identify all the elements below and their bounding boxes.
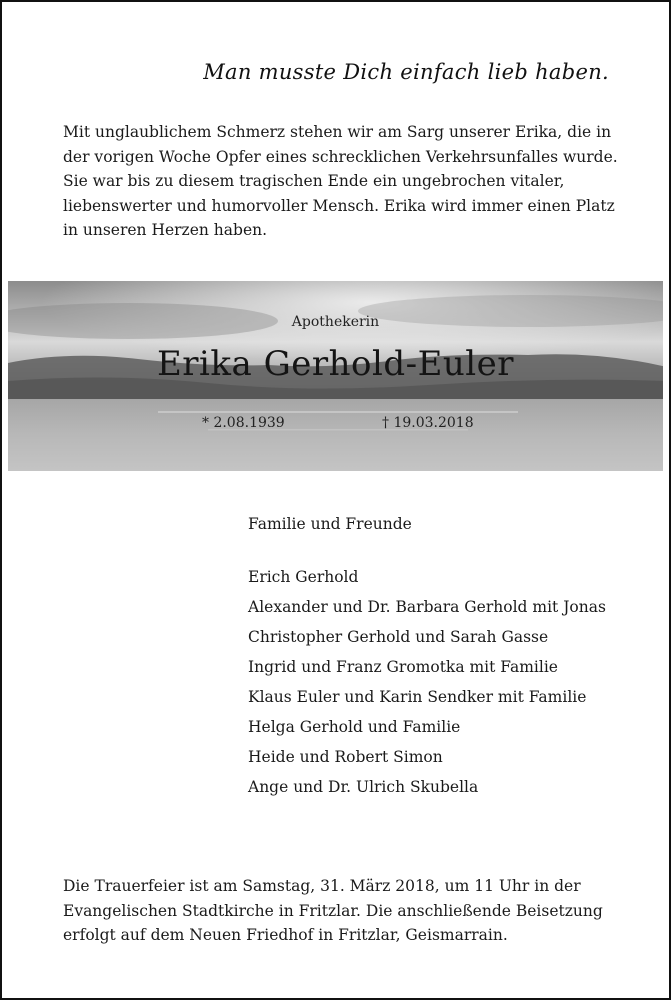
intro-line: in unseren Herzen haben. xyxy=(63,221,268,239)
intro-text xyxy=(63,120,623,243)
death-date: † 19.03.2018 xyxy=(382,415,474,431)
mourner-name: Ingrid und Franz Gromotka mit Familie xyxy=(248,658,558,676)
mourner-name: Christopher Gerhold und Sarah Gasse xyxy=(248,628,549,646)
mourner-name: Klaus Euler und Karin Sendker mit Familie xyxy=(248,688,587,706)
intro-line: liebenswerter und humorvoller Mensch. Erika wird immer einen Platz xyxy=(63,196,615,215)
funeral-details xyxy=(63,874,623,948)
profession: Apothekerin xyxy=(291,314,380,330)
mourner-list xyxy=(248,562,606,802)
mourner-name: Erich Gerhold xyxy=(248,568,359,586)
funeral-line: Evangelischen Stadtkirche in Fritzlar. Die anschließende Beisetzung xyxy=(63,901,603,920)
birth-date: * 2.08.1939 xyxy=(202,415,285,431)
mourners-block xyxy=(248,512,606,802)
mourner-name: Helga Gerhold und Familie xyxy=(248,718,461,736)
motto: Man musste Dich einfach lieb haben. xyxy=(203,60,609,84)
deceased-name: Erika Gerhold-Euler xyxy=(156,344,515,384)
mourners-group-label: Familie und Freunde xyxy=(248,515,412,533)
mourner-name: Alexander und Dr. Barbara Gerhold mit Jonas xyxy=(248,598,606,616)
funeral-line: erfolgt auf dem Neuen Friedhof in Fritzlar, Geismarrain. xyxy=(63,926,508,944)
mourner-name: Heide und Robert Simon xyxy=(248,748,443,766)
intro-line: Mit unglaublichem Schmerz stehen wir am Sarg unserer Erika, die in xyxy=(63,123,612,141)
funeral-line: Die Trauerfeier ist am Samstag, 31. März 2018, um 11 Uhr in der xyxy=(63,877,581,895)
intro-line: der vorigen Woche Opfer eines schrecklichen Verkehrsunfalles wurde. xyxy=(63,147,618,166)
mourner-name: Ange und Dr. Ulrich Skubella xyxy=(248,778,479,796)
intro-line: Sie war bis zu diesem tragischen Ende ein ungebrochen vitaler, xyxy=(63,172,565,190)
